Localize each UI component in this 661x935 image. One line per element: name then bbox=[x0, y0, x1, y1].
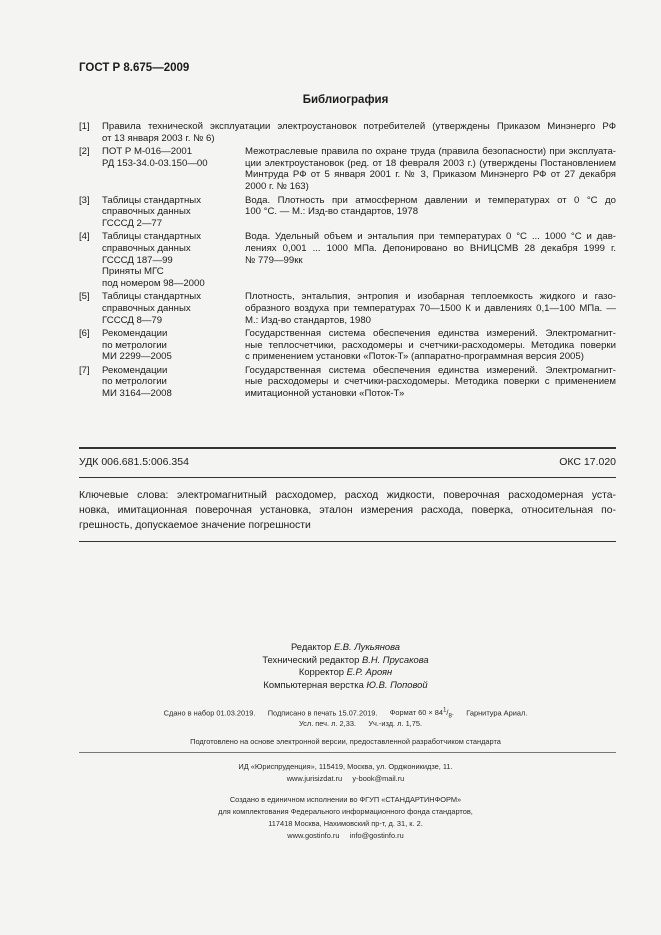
desc-line: Вода. Плотность при атмосферном давлении и температурах от 0 °С до bbox=[245, 194, 616, 206]
bib-entry-source bbox=[102, 365, 245, 400]
imprint-typeset-date: Сдано в набор 01.03.2019. bbox=[163, 708, 256, 718]
source-line: ГСССД 2—77 bbox=[102, 217, 163, 229]
bib-entry-source bbox=[102, 291, 245, 326]
desc-line: 100 °С. — М.: Изд-во стандартов, 1978 bbox=[245, 206, 419, 218]
bib-entry-source bbox=[102, 195, 245, 230]
credit-person: Е.Р. Ароян bbox=[346, 666, 393, 678]
source-line: МИ 3164—2008 bbox=[102, 388, 172, 400]
bib-entry-number: [7] bbox=[79, 364, 90, 376]
source-line: по метрологии bbox=[102, 376, 167, 388]
imprint-contacts bbox=[0, 831, 661, 840]
credit-editor bbox=[30, 641, 661, 654]
source-line: Таблицы стандартных bbox=[102, 231, 202, 243]
source-line: РД 153-34.0-03.150—00 bbox=[102, 157, 208, 169]
text-line: Правила технической эксплуатации электроустановок потребителей (утверждены Приказом Минэнерго РФ bbox=[102, 121, 616, 132]
imprint-format-dot: . bbox=[451, 708, 454, 718]
divider-bottom bbox=[79, 541, 616, 542]
bib-entry-text bbox=[102, 121, 616, 144]
credit-label: Корректор bbox=[298, 666, 345, 678]
imprint-print-sheets: Усл. печ. л. 2,33. bbox=[298, 719, 356, 728]
bibliography-title: Библиография bbox=[302, 94, 389, 106]
imprint-signed-date: Подписано в печать 15.07.2019. bbox=[267, 708, 378, 718]
credit-label: Компьютерная верстка bbox=[263, 678, 364, 690]
bib-entry-description bbox=[245, 291, 616, 326]
bib-entry-description bbox=[245, 365, 616, 400]
bib-entry-7 bbox=[79, 365, 616, 400]
desc-line: Государственная система обеспечения единства измерений. Электромагнит- bbox=[245, 328, 616, 340]
bib-entry-2 bbox=[79, 146, 616, 192]
desc-line: Межотраслевые правила по охране труда (правила безопасности) при эксплуата- bbox=[245, 146, 616, 158]
bib-entry-number: [4] bbox=[79, 231, 90, 243]
desc-line: образного воздуха при температурах 70—1500 К и давлениях 0,1—100 МПа. — bbox=[245, 302, 616, 314]
source-line: Рекомендации bbox=[102, 328, 168, 340]
udc-code: УДК 006.681.5:006.354 bbox=[79, 456, 189, 468]
imprint-format-sub: 8 bbox=[448, 712, 452, 720]
bib-entry-4 bbox=[79, 231, 616, 289]
imprint-address: 117418 Москва, Нахимовский пр-т, д. 31, к. 2. bbox=[268, 819, 423, 828]
imprint-fund: для комплектования Федерального информационного фонда стандартов, bbox=[218, 807, 473, 816]
credit-layout bbox=[30, 679, 661, 692]
imprint-sheets bbox=[0, 719, 661, 728]
bibliography-list bbox=[79, 121, 616, 402]
source-line: ГСССД 8—79 bbox=[102, 314, 163, 326]
desc-line: 2000 г. № 163) bbox=[245, 180, 309, 192]
credit-person: В.Н. Прусакова bbox=[361, 653, 429, 665]
credit-label: Технический редактор bbox=[262, 653, 360, 665]
imprint-format: Формат $60 \times 84^1/_8$. bbox=[389, 707, 454, 720]
desc-line: ные расходомеры и счетчики-расходомеры. Методика поверки с применением bbox=[245, 376, 616, 388]
imprint-publisher: ИД «Юриспруденция», 115419, Москва, ул. Орджоникидзе, 11. bbox=[238, 762, 453, 771]
text-line: от 13 января 2003 г. № 6) bbox=[102, 132, 215, 144]
bib-entry-5 bbox=[79, 291, 616, 326]
divider-middle bbox=[79, 477, 616, 478]
bib-entry-description bbox=[245, 195, 616, 230]
source-line: МИ 2299—2005 bbox=[102, 351, 172, 363]
bib-entry-3 bbox=[79, 195, 616, 230]
keywords-line: грешность, допускаемое значение погрешности bbox=[79, 520, 311, 531]
gostinfo-email[interactable]: info@gostinfo.ru bbox=[349, 831, 404, 840]
desc-line: Минтруда РФ от 5 января 2001 г. № 3, Приказом Минэнерго РФ от 27 декабря bbox=[245, 169, 616, 181]
bib-entry-description bbox=[245, 146, 616, 192]
credits-block bbox=[0, 641, 661, 691]
source-line: Рекомендации bbox=[102, 364, 168, 376]
credit-label: Редактор bbox=[290, 641, 332, 652]
keywords-line: новка, имитационная поверочная установка, эталон измерения расхода, поверка, относительная по- bbox=[79, 505, 616, 516]
source-line: по метрологии bbox=[102, 339, 167, 351]
source-line: Таблицы стандартных bbox=[102, 291, 202, 303]
imprint-prepared: Подготовлено на основе электронной версии, предоставленной разработчиком стандарта bbox=[190, 737, 501, 746]
bib-entry-number: [5] bbox=[79, 291, 90, 303]
source-line: справочных данных bbox=[102, 206, 191, 218]
imprint-typeface: Гарнитура Ариал. bbox=[466, 708, 528, 718]
bib-entry-description bbox=[245, 328, 616, 363]
standard-header: ГОСТ Р 8.675—2009 bbox=[79, 62, 190, 74]
source-line: ГСССД 187—99 bbox=[102, 254, 173, 266]
oks-code: ОКС 17.020 bbox=[559, 456, 616, 468]
imprint-divider bbox=[79, 752, 616, 753]
divider-top bbox=[79, 447, 616, 449]
desc-line: с применением установки «Поток-Т» (аппаратно-программная версия 2005) bbox=[245, 351, 584, 363]
credit-person: Ю.В. Поповой bbox=[366, 678, 428, 690]
source-line: справочных данных bbox=[102, 242, 191, 254]
desc-line: имитационной установки «Поток-Т» bbox=[245, 388, 405, 400]
desc-line: ции электроустановок (ред. от 18 февраля 2003 г.) (утверждены Постановлением bbox=[245, 157, 616, 169]
bib-entry-description bbox=[245, 231, 616, 289]
bib-entry-number: [2] bbox=[79, 146, 90, 158]
bib-entry-6 bbox=[79, 328, 616, 363]
publisher-website[interactable]: www.jurisizdat.ru bbox=[286, 774, 343, 783]
imprint-format-sup: 1 bbox=[442, 707, 447, 714]
publisher-email[interactable]: y-book@mail.ru bbox=[352, 774, 405, 783]
imprint-created: Создано в единичном исполнении во ФГУП «СТАНДАРТИНФОРМ» bbox=[229, 795, 462, 804]
desc-line: Государственная система обеспечения единства измерений. Электромагнит- bbox=[245, 364, 616, 376]
credit-person: Е.В. Лукьянова bbox=[333, 641, 401, 652]
desc-line: Вода. Удельный объем и энтальпия при температурах 0 °С ... 1000 °С и дав- bbox=[245, 231, 616, 243]
imprint-print-data bbox=[0, 707, 661, 720]
credit-corrector bbox=[30, 666, 661, 679]
imprint-format-text: Формат 60 × 84 bbox=[389, 708, 443, 718]
bib-entry-number: [6] bbox=[79, 328, 90, 340]
imprint-publish-sheets: Уч.-изд. л. 1,75. bbox=[368, 719, 423, 728]
keywords-block bbox=[79, 488, 616, 533]
desc-line: Плотность, энтальпия, энтропия и изобарная теплоемкость жидкого и газо- bbox=[245, 291, 616, 303]
imprint-publisher-contacts bbox=[0, 774, 661, 783]
source-line: Таблицы стандартных bbox=[102, 194, 202, 206]
gostinfo-website[interactable]: www.gostinfo.ru bbox=[287, 831, 340, 840]
source-line: ПОТ Р М-016—2001 bbox=[102, 146, 193, 158]
bib-entry-number: [1] bbox=[79, 121, 90, 132]
desc-line: М.: Изд-во стандартов, 1980 bbox=[245, 314, 372, 326]
source-line: Приняты МГС bbox=[102, 266, 164, 278]
desc-line: ные теплосчетчики, расходомеры и счетчики-расходомеры. Методика поверки bbox=[245, 339, 616, 351]
desc-line: лениях 0,001 ... 1000 МПа. Депонировано во ВНИЦСМВ 28 декабря 1999 г. bbox=[245, 242, 616, 254]
source-line: под номером 98—2000 bbox=[102, 277, 205, 289]
desc-line: № 779—99кк bbox=[245, 254, 303, 266]
keywords-line: Ключевые слова: электромагнитный расходомер, расход жидкости, поверочная расходомерная уста- bbox=[79, 490, 616, 501]
bib-entry-1 bbox=[79, 121, 616, 144]
bib-entry-source bbox=[102, 146, 245, 192]
bib-entry-source bbox=[102, 231, 245, 289]
credit-tech-editor bbox=[30, 654, 661, 667]
bib-entry-source bbox=[102, 328, 245, 363]
bib-entry-number: [3] bbox=[79, 194, 90, 206]
source-line: справочных данных bbox=[102, 302, 191, 314]
